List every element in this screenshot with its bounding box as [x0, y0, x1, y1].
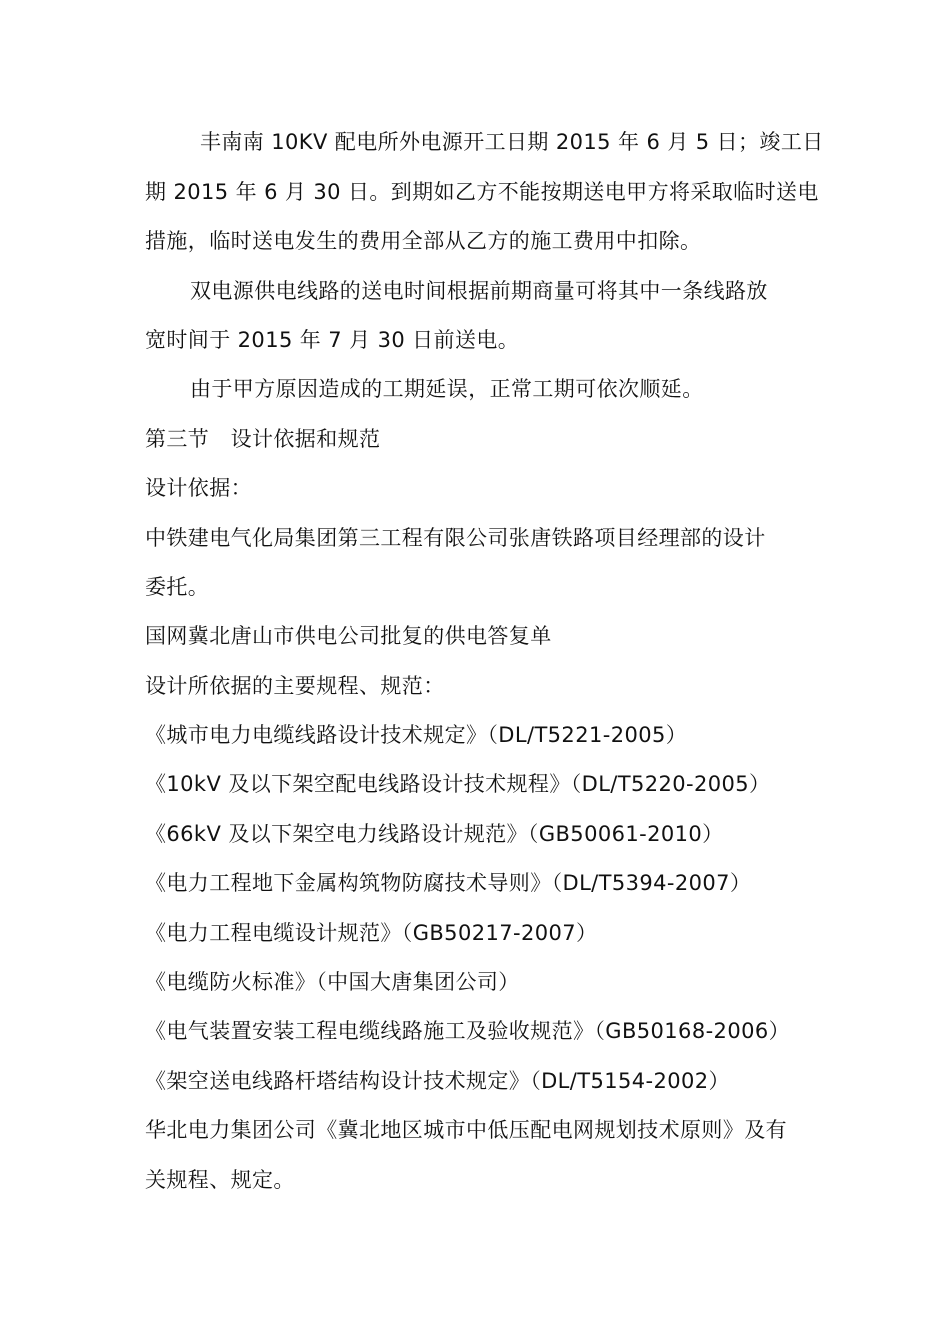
paragraph-line-schedule-2: 期 2015 年 6 月 30 日。到期如乙方不能按期送电甲方将采取临时送电	[145, 180, 819, 204]
paragraph-line-principles-1: 华北电力集团公司《冀北地区城市中低压配电网规划技术原则》及有	[145, 1118, 787, 1142]
standard-item: 《架空送电线路杆塔结构设计技术规定》（DL/T5154-2002）	[145, 1069, 730, 1093]
standard-item: 《城市电力电缆线路设计技术规定》（DL/T5221-2005）	[145, 723, 688, 747]
paragraph-line-schedule-3: 措施，临时送电发生的费用全部从乙方的施工费用中扣除。	[145, 229, 702, 253]
paragraph-line-commission-1: 中铁建电气化局集团第三工程有限公司张唐铁路项目经理部的设计	[145, 526, 766, 550]
standard-item: 《电力工程地下金属构筑物防腐技术导则》（DL/T5394-2007）	[145, 871, 752, 895]
section-heading: 第三节 设计依据和规范	[145, 427, 381, 451]
paragraph-line-dual-power-1: 双电源供电线路的送电时间根据前期商量可将其中一条线路放	[190, 279, 768, 303]
standard-item: 《10kV 及以下架空配电线路设计技术规程》（DL/T5220-2005）	[145, 772, 771, 796]
standard-item: 《电力工程电缆设计规范》（GB50217-2007）	[145, 921, 598, 945]
standard-item: 《66kV 及以下架空电力线路设计规范》（GB50061-2010）	[145, 822, 724, 846]
standard-item: 《电缆防火标准》（中国大唐集团公司）	[145, 970, 520, 994]
paragraph-line-commission-2: 委托。	[145, 575, 210, 599]
paragraph-line-principles-2: 关规程、规定。	[145, 1168, 295, 1192]
paragraph-line-delay: 由于甲方原因造成的工期延误，正常工期可依次顺延。	[190, 377, 704, 401]
subheading-standards: 设计所依据的主要规程、规范：	[145, 674, 445, 698]
standard-item: 《电气装置安装工程电缆线路施工及验收规范》（GB50168-2006）	[145, 1019, 791, 1043]
paragraph-line-schedule-1: 丰南南 10KV 配电所外电源开工日期 2015 年 6 月 5 日；竣工日	[200, 130, 824, 154]
paragraph-line-dual-power-2: 宽时间于 2015 年 7 月 30 日前送电。	[145, 328, 520, 352]
subheading-design-basis: 设计依据：	[145, 476, 252, 500]
paragraph-line-reply: 国网冀北唐山市供电公司批复的供电答复单	[145, 624, 552, 648]
